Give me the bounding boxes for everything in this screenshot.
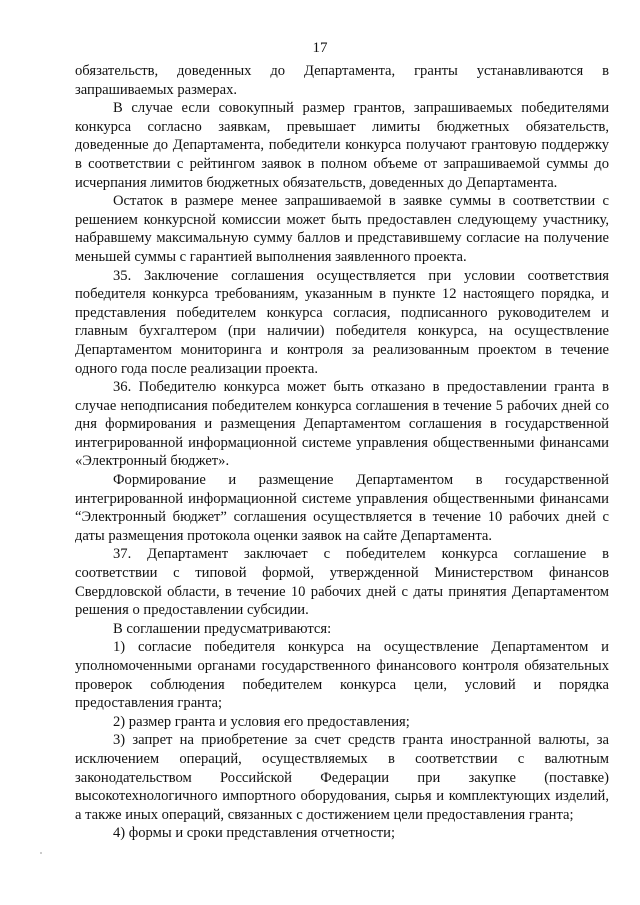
paragraph-electronic-budget: Формирование и размещение Департаментом в государственной интегрированной информационной системе управления общественными финансами “Электронный бюджет” соглашения осуществляется в течение 10 рабочих дней с даты размещения протокола оценки заявок на сайте Департамента. — [75, 472, 609, 544]
list-item-1: 1) согласие победителя конкурса на осуществление Департаментом и уполномоченными органами государственного финансового контроля обязательных проверок соблюдения победителем конкурса цели, условий и порядка предоставления гранта; — [75, 639, 609, 712]
paragraph-item-36: 36. Победителю конкурса может быть отказано в предоставлении гранта в случае неподписания победителем конкурса соглашения в течение 5 рабочих дней со дня формирования и размещения Департаментом соглашения в государственной интегрированной информационной системе управления общественными финансами «Электронный бюджет». — [75, 379, 609, 470]
paragraph-item-35: 35. Заключение соглашения осуществляется при условии соответствия победителя конкурса требованиям, указанным в пункте 12 настоящего порядка, и представления победителем конкурса согласия, подписанного руководителем и главным бухгалтером (при наличии) победителя конкурса, на осуществление Департаментом мониторинга и контроля за реализованным проектом в течение одного года после реализации проекта. — [75, 267, 609, 377]
paragraph-item-37: 37. Департамент заключает с победителем конкурса соглашение в соответствии с типовой формой, утвержденной Министерством финансов Свердловской области, в течение 10 рабочих дней с даты принятия Департаментом решения о предоставлении субсидии. — [75, 546, 609, 619]
paragraph-remainder: Остаток в размере менее запрашиваемой в заявке суммы в соответствии с решением конкурсной комиссии может быть предоставлен следующему участнику, набравшему максимальную сумму баллов и представившему согласие на получение меньшей суммы с гарантией выполнения заявленного проекта. — [75, 193, 609, 265]
list-item-2: 2) размер гранта и условия его предоставления; — [113, 713, 410, 730]
list-item-3: 3) запрет на приобретение за счет средств гранта иностранной валюты, за исключением операций, осуществляемых в соответствии с валютным законодательством Российской Федерации при закупке (поставке) высокотехнологичного импортного оборудования, сырья и комплектующих изделий, а также иных операций, связанных с достижением цели предоставления гранта; — [75, 732, 609, 823]
list-item-4: 4) формы и сроки представления отчетности; — [113, 825, 396, 842]
document-body — [75, 62, 609, 843]
paragraph-agreement-provisions: В соглашении предусматриваются: — [113, 620, 332, 637]
scan-speck — [40, 852, 42, 854]
page-number: 17 — [312, 40, 328, 56]
paragraph-continuation: обязательств, доведенных до Департамента, гранты устанавливаются в запрашиваемых размерах. — [75, 63, 609, 98]
paragraph-grant-limits: В случае если совокупный размер грантов, запрашиваемых победителями конкурса согласно заявкам, превышает лимиты бюджетных обязательств, доведенные до Департамента, победители конкурса получают грантовую поддержку в соответствии с рейтингом заявок в полном объеме от запрашиваемой суммы до исчерпания лимитов бюджетных обязательств, доведенных до Департамента. — [75, 100, 609, 191]
